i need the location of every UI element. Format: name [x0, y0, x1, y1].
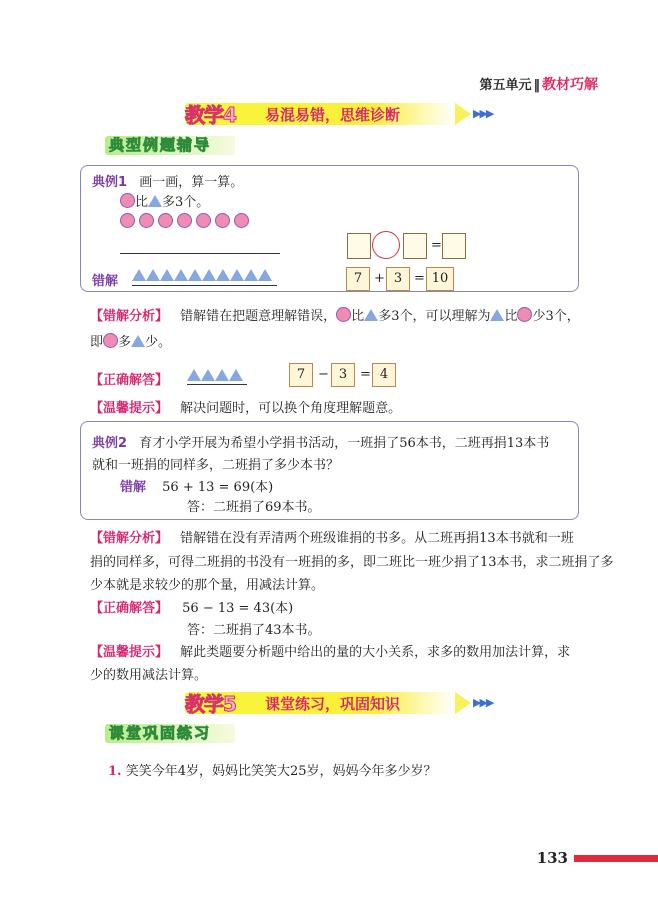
banner4-number: 教学4 [185, 103, 236, 127]
tip2-line1 [90, 641, 570, 660]
answer-eq-b: 3 [331, 363, 355, 387]
wrong-eq-c: 10 [426, 267, 454, 291]
answer-eq-a: 7 [289, 363, 313, 387]
chevron-right-icon: ▶▶▶ [473, 696, 493, 709]
analysis1-text-g: 多 [118, 335, 132, 350]
analysis2-text1: 错解错在没有弄清两个班级谁捐的书多。从二班再捐13本书就和一班 [180, 531, 574, 546]
analysis2-label: 【错解分析】 [90, 531, 169, 546]
triangle-icon [174, 269, 188, 281]
answer2-label: 【正确解答】 [90, 601, 169, 616]
analysis1-text-a: 错解错在把题意理解错误， [180, 309, 337, 324]
example2-wrong [120, 476, 273, 495]
analysis1-label: 【错解分析】 [90, 309, 169, 324]
triangle-icon [244, 269, 258, 281]
answer2-eq: 56 − 13 = 43(本) [182, 601, 294, 616]
example1-label: 典例1 [92, 175, 128, 190]
answer2-line [90, 597, 293, 616]
analysis1-text-e: 少3个， [532, 309, 580, 324]
page-bar [574, 855, 658, 862]
triangle-icon [216, 269, 230, 281]
chevron-right-icon: ▶▶▶ [473, 107, 493, 120]
triangle-icon [131, 335, 145, 347]
triangle-icon [230, 269, 244, 281]
example2-line1 [92, 432, 549, 451]
triangle-icon [132, 269, 146, 281]
wrong-triangle-row [132, 269, 272, 284]
triangle-icon [201, 369, 215, 381]
answer-eq-eq: = [360, 367, 371, 382]
tip2-line2: 少的数用减法计算。 [90, 668, 208, 683]
answer-triangle-row [187, 369, 243, 384]
wrong-eq-b: 3 [386, 267, 410, 291]
wrong-eq-eq: = [414, 271, 425, 286]
blank-equals: = [431, 238, 442, 253]
triangle-icon [188, 269, 202, 281]
answer-eq-c: 4 [372, 363, 396, 387]
banner5-title: 课堂练习，巩固知识 [265, 695, 401, 713]
blank-operator-circle [372, 231, 400, 259]
triangle-icon [148, 195, 162, 207]
wrong-label: 错解 [92, 274, 119, 289]
circle-icon [158, 213, 173, 228]
unit-label: 第五单元 [479, 78, 532, 93]
triangle-icon [146, 269, 160, 281]
example1-condition [120, 191, 209, 210]
example2-wrong-answer: 答：二班捐了69本书。 [187, 500, 321, 515]
example2-wrong-label: 错解 [120, 480, 147, 495]
wrong-eq-a: 7 [346, 267, 370, 291]
triangle-icon [215, 369, 229, 381]
banner4-title: 易混易错，思维诊断 [265, 106, 401, 124]
circle-icon [139, 213, 154, 228]
circle-icon [103, 333, 118, 348]
analysis2-line3: 少本就是求较少的那个量，用减法计算。 [90, 578, 325, 593]
example2-label: 典例2 [92, 436, 128, 451]
page-number: 133 [536, 849, 568, 867]
triangle-icon [258, 269, 272, 281]
blank-box-3 [442, 233, 466, 259]
triangle-icon [187, 369, 201, 381]
blank-line [120, 253, 280, 254]
triangle-icon [364, 309, 378, 321]
analysis1-text-c: 多3个，可以理解为 [378, 309, 491, 324]
triangle-icon [229, 369, 243, 381]
banner5-number: 教学5 [185, 692, 236, 716]
book-label: 教材巧解 [542, 77, 598, 93]
circle-icon [120, 213, 135, 228]
section5-banner [185, 690, 505, 716]
triangle-icon [490, 309, 504, 321]
answer2-answer: 答：二班捐了43本书。 [187, 623, 321, 638]
circle-icon [120, 193, 135, 208]
example2-line2: 就和一班捐的同样多，二班捐了多少本书？ [92, 458, 340, 473]
condition-end: 多3个。 [162, 195, 210, 210]
circle-icon [234, 213, 249, 228]
circle-icon [196, 213, 211, 228]
analysis2-line2: 捐的同样多，可得二班捐的书没有一班捐的多，即二班比一班少捐了13本书，求二班捐了多 [90, 555, 614, 570]
exercise-number: 1. [108, 764, 122, 779]
analysis1-text-h: 少。 [145, 335, 172, 350]
condition-mid: 比 [135, 195, 149, 210]
analysis1-line1 [90, 305, 580, 324]
analysis2-line1 [90, 527, 574, 546]
unit-header [479, 74, 598, 94]
wrong-underline [132, 285, 277, 286]
circle-icon [517, 307, 532, 322]
example1-prompt-line [92, 171, 243, 190]
answer1-label: 【正确解答】 [90, 373, 169, 388]
circle-icon [215, 213, 230, 228]
blank-box-2 [403, 233, 427, 259]
triangle-icon [202, 269, 216, 281]
subtitle-text: 典型例题辅导 [109, 136, 212, 154]
circle-row [120, 213, 253, 230]
example2-wrong-eq: 56 + 13 = 69(本) [162, 480, 274, 495]
triangle-icon [160, 269, 174, 281]
circle-icon [177, 213, 192, 228]
answer-underline [187, 384, 247, 385]
exercise-1 [108, 760, 437, 779]
analysis1-text-d: 比 [504, 309, 518, 324]
circle-icon [336, 307, 351, 322]
tip2-text1: 解此类题要分析题中给出的量的大小关系，求多的数用加法计算，求 [180, 645, 571, 660]
section4-banner [185, 101, 505, 127]
tip2-label: 【温馨提示】 [90, 645, 169, 660]
tip1-line [90, 397, 401, 416]
example1-prompt: 画一画，算一算。 [139, 175, 244, 190]
answer-eq-op: − [318, 367, 329, 382]
subtitle-text: 课堂巩固练习 [109, 724, 212, 742]
tip1-text: 解决问题时，可以换个角度理解题意。 [180, 401, 402, 416]
blank-box-1 [347, 233, 371, 259]
analysis1-line2 [90, 331, 171, 350]
wrong-eq-op: + [374, 271, 385, 286]
analysis1-text-b: 比 [351, 309, 365, 324]
exercise-text: 笑笑今年4岁，妈妈比笑笑大25岁，妈妈今年多少岁？ [125, 764, 437, 779]
tip1-label: 【温馨提示】 [90, 401, 169, 416]
analysis1-text-f: 即 [90, 335, 104, 350]
header-separator: ‖ [533, 78, 540, 93]
example2-text1: 育才小学开展为希望小学捐书活动，一班捐了56本书，二班再捐13本书 [139, 436, 550, 451]
